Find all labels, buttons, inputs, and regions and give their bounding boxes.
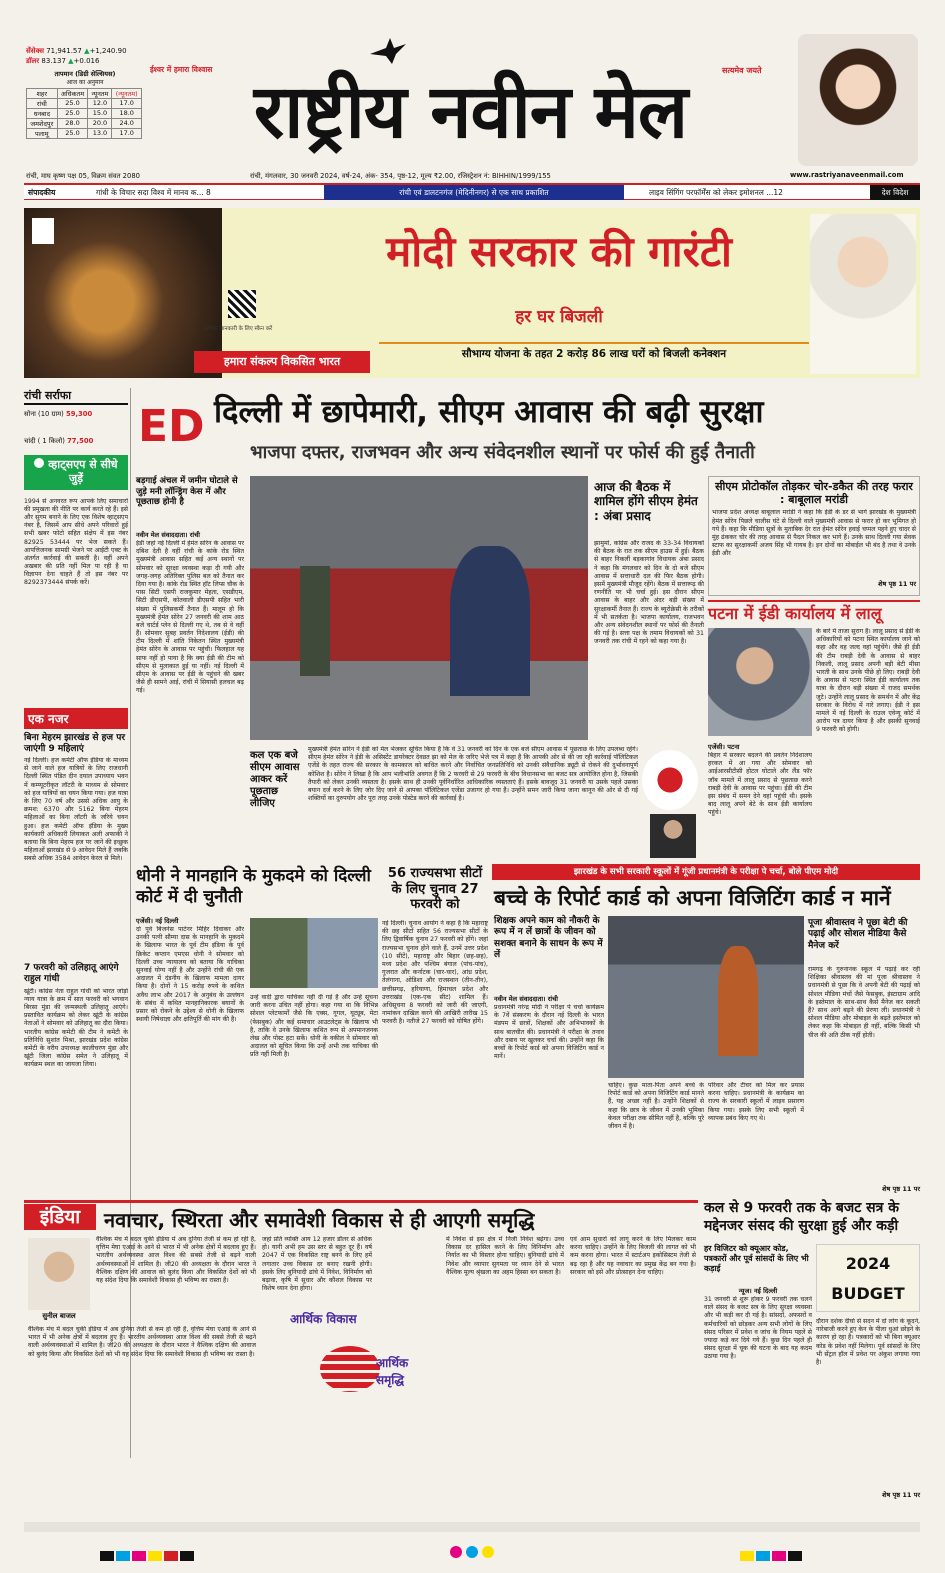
masthead-tagline-right: सत्यमेव जयते: [722, 66, 762, 75]
lead-photo[interactable]: [250, 476, 588, 740]
ad-title: मोदी सरकार की गारंटी: [386, 227, 732, 276]
hemant-photo: [650, 814, 696, 858]
weather-row: जमशेदपुर 28.0 20.0 24.0: [27, 118, 142, 128]
pm-school-headline[interactable]: बच्चे के रिपोर्ट कार्ड को अपना विजिटिंग कार्ड न मानें: [494, 886, 891, 910]
ticker-bar: [24, 183, 920, 200]
bullion-title: रांची सर्राफा: [24, 388, 128, 405]
pm-photo: [810, 214, 916, 374]
marandi-body: भाजपा प्रदेश अध्यक्ष बाबूलाल मरांडी ने कहा कि ईडी के डर से भागे झारखंड के मुख्यमंत्री हेमंत सोरेन पिछले चालीस घंटे से दिल्ली वाले मुख्यमंत्री आवास से फरार हो कर भूमिगत हो गये हैं। कहा कि मीडिया सूत्रों के मुताबिक देर रात हेमंत सोरेन हवाई चप्पल पहने हुए चादर से मुंह ढंककर चोर की तरह आवास से पैदल निकल कर भागे हैं। उनके साथ दिल्ली गया सेवक स्टाफ का सुरक्षाकर्मी अजय सिंह भी गायब है। इन दोनों का मोबाईल भी बंद है तथा वे उनके ईडी और: [712, 509, 916, 558]
budget-graphic: 2024 BUDGET: [816, 1244, 920, 1312]
lead-lower-body: मुख्यमंत्री हेमंत सोरेन ने ईडी को मेल भेजकर सूचित किया है कि वे 31 जनवरी को दिन के एक बजे सीएम आवास में पूछताछ के लिए उपलब्ध रहेंगे। सीएम हेमंत सोरेन ने ईडी के असिस्टेंट डायरेक्टर देवव्रत झा को मेल के जरिए भेजे पत्र में कहा है कि आपकी ओर से की जा रही कार्रवाई पॉलिटिकल एजेंडे के तहत राज्य की सरकार के कामकाज को बाधित करने और निर्वाचित जनप्रतिनिधि को उनकी संवैधानिक ड्यूटी से रोकने की दुर्भावनापूर्ण कोशिश है। सोरेन ने लिखा है कि आप भलीभांति अवगत हैं कि 2 फरवरी से 29 फरवरी के बीच विधानसभा का बजट सत्र आयोजित होना है, जिसकी तैयारी को लेकर उनकी व्यस्तता है। इसके साथ ही उनकी पूर्वनिर्धारित आधिकारिक व्यस्तताएं हैं। इसके बावजूद 31 जनवरी या उसके पहले उसका बयान दर्ज करने के लिए जोर दिए जाने से आपका पॉलिटिकल एजेंडा उजागर हो गया है। उन्होंने समन जारी किया जाना कानून की ओर से दी गई शक्तियों का दुरुपयोग और पूरा तरह उनके पोस्टेड करने की कार्रवाई है।: [308, 746, 638, 803]
dhoni-body1: दो पूर्व बिजनेस पार्टनर मिहिर दिवाकर और उनकी पत्नी सौम्या दास के मानहानि के मुकदमे के खिलाफ भारत के पूर्व टीम इंडिया के पूर्व क्रिकेट कप्तान एमएस धोनी ने सोमवार को दिल्ली उच्च न्यायालय को बताया कि याचिका सुनवाई योग्य नहीं है और उन्होंने रांची की एक अदालत में दंडनीय के खिलाफ मामला दायर किया है। दोनों ने 15 करोड़ रुपये के कथित अवैध लाभ और 2017 के अनुबंध के उल्लंघन के संबंध में कथित मानहानिकारक बयानों के प्रसार को रोकने के उद्देश्य से धोनी के खिलाफ स्थायी निषेधाज्ञा और क्षतिपूर्ति की मांग की है।: [136, 926, 244, 1024]
ticker-right-label[interactable]: देश विदेश: [870, 185, 920, 200]
weather-title: तापमान (डिग्री सेल्सियस): [54, 69, 116, 78]
ticker-right-text[interactable]: लाइव सिंगिंग परफॉर्मेंस को लेकर इमोशनल ...12: [649, 188, 783, 197]
lead-byline: नवीन मेल संवाददाता। रांची: [136, 531, 200, 539]
patna-body2: के बारे में ताजा सुराग हैं। लालू प्रसाद से ईडी के अधिकारियों को पटना स्थित कार्यालय जाने को कहा और वह जल्द वहां पहुंचेंगे। जैसे ही ईडी की टीम राबड़ी देवी के आवास से बाहर निकली, लालू प्रसाद अपनी बड़ी बेटी मीसा भारती के साथ उनके पीछे हो लिए। राबड़ी देवी के आवास से पटना स्थित ईडी कार्यालय तक यात्रा के दौरान बड़ी संख्या में राजद समर्थक जुटे। उन्होंने लालू प्रसाद के समर्थन में और केंद्र सरकार के विरोध में नारे लगाए। ईडी ने इस मामले में नई दिल्ली के राउज एवेन्यू कोर्ट में आरोप पत्र दायर किया है और इसकी सुनवाई 9 फरवरी को होगी।: [816, 628, 920, 734]
color-registration-bar-right: [740, 1546, 804, 1565]
dhoni-title[interactable]: धोनी ने मानहानि के मुकदमे को दिल्ली कोर्ट में दी चुनौती: [136, 866, 371, 908]
india-graphic: [290, 1310, 440, 1400]
silver-label: चांदी ( 1 किलो): [24, 437, 65, 445]
lead-headline[interactable]: दिल्ली में छापेमारी, सीएम आवास की बढ़ी सुरक्षा: [214, 394, 764, 430]
ticker-left-label[interactable]: संपादकीय: [28, 188, 56, 197]
market-and-weather-box: सेंसेक्स 71,941.57 ▲+1,240.90 डॉलर 83.137 ▲+0.016 तापमान (डिग्री सेल्सियस) आज का अनुमान शहर अधिकतम न्यूनतम (न्यूनतम) रांची 25.0 12.0 17.0 धनबाद 25.0 15.0 18.0 जमशेदपुर 28.0 20.0 24.0 पलामू 25.0 13.0 17.0: [26, 47, 144, 177]
whatsapp-body: 1994 से अनवरत रूप आपके लिए समाचारों की प्रमुखता की नीति पर कार्य करते रहे हैं। इसे और सुगम बनाने के लिए एक विशेष व्हाट्सएप नंबर है, जिसमें आप सीधे अपने परिवारों हुई सभी खबर फोटो सहित संक्षेप में इस नंबर 82925 53444 पर भेज सकते हैं। आपत्तिजनक सामग्री भेजने पर आईटी एक्ट के अंतर्गत कार्रवाई की सकती है। वहीं अपने अखबार की प्रति नहीं मिल पा रही है या विज्ञापन देना चाहते हैं तो इस नंबर पर 8292373444 संपर्क करें।: [24, 497, 128, 587]
ad-left-tag: हमारा संकल्प विकसित भारत: [194, 351, 370, 373]
whatsapp-icon: [34, 458, 44, 468]
dollar-label: डॉलर: [26, 56, 40, 65]
graphic-label-2: आर्थिक समृद्धि: [376, 1356, 409, 1387]
india-body3: में निवेश से इस क्षेत्र में निजी निवेश बढ़ेगा। उच्च विकास दर हासिल करने के लिए विनिर्माण और निर्यात का भी विस्तार होना चाहिए। बुनियादी ढांचे में निवेश और व्यापार सुगमता पर ध्यान देने से भारत वैश्विक मूल्य श्रृंखला का अहम हिस्सा बन सकता है।: [446, 1236, 564, 1276]
panchang: रांची, माघ कृष्ण पक्ष 05, विक्रम संवत 2080: [26, 172, 140, 180]
pm-school-photo: [608, 916, 804, 1078]
celebrity-photo: [798, 34, 918, 166]
ad-subtitle: हर घर बिजली: [515, 307, 603, 327]
pm-school-body2: चाहिए। कुछ माता-पिता अपने बच्चे के रिपोर्ट कार्ड को अपना विजिटिंग कार्ड मानते हैं, यह अच्छा नहीं है। उन्होंने शिक्षकों से कहा कि छात्र के जीवन में उनकी भूमिका केवल परीक्षा तक सीमित नहीं है, बल्कि पूरे जीवन में है।: [608, 1082, 704, 1130]
ed-badge: ED: [138, 401, 205, 452]
whatsapp-box[interactable]: [24, 455, 128, 490]
ed-logo-icon: [642, 750, 698, 810]
lead-body: ईडी जहां नई दिल्ली में हेमंत सोरेन के आवास पर दबिश देती है वहीं रांची के कांके रोड स्थित मुख्यमंत्री आवास सहित कई अन्य स्थानों पर सोमवार को सुरक्षा व्यवस्था कड़ा दी गयी और जगह-जगह अतिरिक्त पुलिस बल को तैनात कर दिया गया है। कांके रोड स्थित हॉट लिप्स चौक के पास सिटी एसपी राजकुमार मेहता, एसडीएम, सिटी डीएसपी, कोतवाली डीएसपी सहित भारी संख्या में पुलिसकर्मी तैनात हैं। मालूम हो कि मुख्यमंत्री हेमंत सोरेन 27 जनवरी की शाम आठ बजे चार्टर्ड प्लेन से दिल्ली गए थे, तब से वे वहीं हैं। सोमवार सुबह प्रवर्तन निदेशालय (ईडी) की टीम दिल्ली में शांति निकेतन स्थित मुख्यमंत्री हेमंत सोरेन के आवास पर पहुंची। फिलहाल यह साफ नहीं हो पाया है कि क्या ईडी की टीम को सीएम से मुलाकात हुई या नहीं। नई दिल्ली में सीएम के आवास पर ईडी के पहुंचने की खबर जैसे ही सामने आई, रांची में सियासी हलचल बढ़ गई।: [136, 540, 244, 695]
lead-side-body: झामुमो, कांग्रेस और राजद के 33-34 विधायकों की बैठक के रात तक सीएम हाउस में हुई। बैठक से बाहर निकलीं बड़कागांव विधायक अंबा प्रसाद ने कहा कि मंगलवार को दिन के दो बजे सीएम आवास में सत्ताधारी दल की फिर बैठक होगी। इसमें मुख्यमंत्री मौजूद रहेंगे। बैठक में सत्तारूढ़ की रणनीति पर भी चर्चा हुई। इस दौरान सीएम आवास के बाहर और अंदर बड़ी संख्या में सुरक्षाकर्मी तैनात हैं। राज्य के ब्यूरोक्रेसी के तरीकों में भी सतर्कता है। भाजपा कार्यालय, राजभवन और अन्य संवेदनशील स्थानों पर फोर्स की तैनाती की गई है। सत्ता पक्ष के तमाम विधायकों को 31 जनवरी तक रांची में रहने को कहा गया है।: [594, 540, 704, 646]
registration-mark-cyan: [466, 1546, 478, 1558]
silver-value: 77,500: [67, 437, 94, 445]
lead-subhead: भाजपा दफ्तर, राजभवन और अन्य संवेदनशील स्थानों पर फोर्स की हुई तैनाती: [250, 442, 755, 463]
budget-byline: न्यूज। नई दिल्ली: [738, 1287, 778, 1295]
weather-row: पलामू 25.0 13.0 17.0: [27, 128, 142, 138]
pm-school-side-body: रामगढ़ के गुरुनानक स्कूल में पढ़ाई कर रही शिक्षिका श्रीवास्तव की मां पूजा श्रीवास्तव ने प्रधानमंत्री से पूछा कि वे अपनी बेटी की पढ़ाई को सोशल मीडिया मंचों जैसे फेसबुक, इंस्टाग्राम आदि के इस्तेमाल के साथ-साथ कैसे मैनेज कर सकती हैं? साथ आगे बढ़ने की प्रेरणा ली। प्रधानमंत्री ने सोशल मीडिया और मोबाइल के बढ़ते इस्तेमाल को लेकर कहा कि मोबाइल ही नहीं, बल्कि किसी भी चीज की अति ठीक नहीं होती।: [808, 966, 920, 1039]
rajyasabha-body: नई दिल्ली। चुनाव आयोग ने कहा है कि महाराष्ट्र की छह सीटों सहित 56 राज्यसभा सीटों के लिए द्विवार्षिक चुनाव 27 फरवरी को होंगे। जहां राज्यसभा चुनाव होने वाले हैं, उनमें उत्तर प्रदेश (10 सीटें), महाराष्ट्र और बिहार (छह-छह), मध्य प्रदेश और पश्चिम बंगाल (पांच-पांच), गुजरात और कर्नाटक (चार-चार), आंध्र प्रदेश, तेलंगाना, ओडिशा और राजस्थान (तीन-तीन), छत्तीसगढ़, हरियाणा, हिमाचल प्रदेश और उत्तराखंड (एक-एक सीट) शामिल हैं। अधिसूचना 8 फरवरी को जारी की जाएगी, नामांकन दाखिल करने की आखिरी तारीख 15 फरवरी है। नतीजे 27 फरवरी को घोषित होंगे।: [382, 920, 488, 1026]
gold-label: सोना (10 ग्राम): [24, 410, 64, 418]
sensex-value: 71,941.57: [46, 47, 82, 55]
weather-subtitle: आज का अनुमान: [66, 78, 104, 86]
sidebar-story1-title: बिना मेहरम झारखंड से हज पर जाएंगी 9 महिलाएं: [24, 732, 126, 754]
weather-header: अधिकतम: [57, 88, 88, 98]
budget-kicker: हर विजिटर को क्यूआर कोड, पत्रकारों और पूर्व सांसदों के लिए भी कड़ाई: [704, 1244, 809, 1273]
graphic-label-1: आर्थिक विकास: [290, 1312, 357, 1326]
dhoni-photo: [250, 918, 378, 988]
sensex-change: +1,240.90: [89, 47, 127, 55]
budget-body: 31 जनवरी से शुरू होकर 9 फरवरी तक चलने वाले संसद के बजट सत्र के लिए सुरक्षा व्यवस्था और भी कड़ी कर दी गई है। सांसदों, अफसरों व कर्मचारियों को छोड़कर अन्य सभी लोगों के लिए संसद परिसर में प्रवेश व जांच के नियम पहले से ज्यादा कड़े कर दिये गये हैं। कुछ दिन पहले ही संसद सुरक्षा में चूक की घटना के बाद यह कदम उठाया गया है।: [704, 1296, 812, 1361]
patna-body1: बिहार में सरकार बदलने की प्रवर्तन निदेशालय हरकत में आ गया और सोमवार को आईआरसीटीसी होटल घोटाले और लैंड फॉर जॉब मामले में लालू प्रसाद से पूछताछ करने राबड़ी देवी के आवास पर पहुंचा। ईडी की टीम इस संबंध में समन देने वहां पहुंची थी। इसके बाद लालू अपने बेटे के साथ ईडी कार्यालय पहुंचे।: [708, 752, 812, 817]
pm-school-more[interactable]: शेष पृष्ठ 11 पर: [882, 1185, 920, 1193]
patna-title[interactable]: पटना में ईडी कार्यालय में लालू: [708, 600, 920, 624]
patna-byline: एजेंसी। पटना: [708, 743, 740, 751]
footer-bar: [24, 1522, 920, 1532]
budget-body2: दौरान दर्शक दीर्घा से सदन में दो लोग के कूदने, नारेबाजी करने हुए केन के पीला धुआं छोड़ने के कारण हो रहा है। पत्रकारों को भी बिना क्यूआर कोड के प्रवेश नहीं मिलेगा। पूर्व सांसदों के लिए भी सेंट्रल हॉल में प्रवेश पर अंकुश लगाया गया है।: [816, 1318, 920, 1366]
pm-school-body3: परिवार और टीचर को मिल कर प्रयास करना चाहिए। प्रधानमंत्री के कार्यक्रम का राज्य के सरकारी स्कूलों में लाइव प्रसारण किया गया। इसके लिए सभी स्कूलों में व्यापक प्रबंध किए गए थे।: [708, 1082, 804, 1122]
sidebar-story2-title: 7 फरवरी को उलिहातू आएंगे राहुल गांधी: [24, 963, 119, 985]
ad-caption: सौभाग्य योजना के तहत 2 करोड़ 86 लाख घरों को बिजली कनेक्शन: [379, 342, 809, 361]
masthead-title: राष्ट्रीय नवीन मेल: [253, 69, 688, 155]
qr-code-icon[interactable]: [228, 290, 256, 318]
weather-header: (न्यूनतम): [112, 88, 142, 98]
lead-side-title[interactable]: आज की बैठक में शामिल होंगे सीएम हेमंत : अंबा प्रसाद: [594, 480, 698, 523]
india-body4: एवं आम सुधारों को लागू करने के लिए मिलकर काम करना चाहिए। उन्होंने के लिए बिजली की लागत को भी कम करना होगा। भारत में स्टार्टअप इकोसिस्टम तेजी से बढ़ रहा है और यह नवाचार का प्रमुख केंद्र बन गया है। सरकार को इसे और प्रोत्साहन देना चाहिए।: [570, 1236, 696, 1276]
dhoni-body2: उन्हें वादी द्वारा याचिका नहीं दी गई है और उन्हें सूचना जारी करना उचित नहीं होगा। कहा गया था कि विभिन्न सोशल प्लेटफार्मों जैसे कि एक्स, गूगल, यूट्यूब, मेटा (फेसबुक) और कई समाचार आउटलेट्स के खिलाफ भी है, ताकि वे उनके खिलाफ कथित रूप से अपमानजनक लेख और पोस्ट हटा सकें। धोनी के वकील ने सोमवार को अदालत को सूचित किया कि उन्हें अभी तक याचिका की प्रति नहीं मिली है।: [250, 994, 378, 1059]
budget-more[interactable]: शेष पृष्ठ 11 पर: [882, 1491, 920, 1499]
ticker-center-text: रांची एवं डालटनगंज (मेदिनीनगर) से एक साथ प्रकाशित: [324, 185, 624, 200]
budget-title[interactable]: कल से 9 फरवरी तक के बजट सत्र के मद्देनजर संसद की सुरक्षा हुई और कड़ी: [704, 1200, 899, 1234]
marandi-title[interactable]: सीएम प्रोटोकॉल तोड़कर चोर-डकैत की तरह फरार : बाबूलाल मरांडी: [715, 480, 913, 507]
ticker-left-text[interactable]: गांधी के विचार सदा विश्व में मानव क... 8: [96, 188, 211, 197]
lead-kicker: बड़गाई अंचल में जमीन घोटाले से जुड़े मनी लॉन्ड्रिंग केस में और पूछताछ होनी है: [136, 476, 238, 508]
sidebar-story2-body: खूंटी। कांग्रेस नेता राहुल गांधी को भारत जोड़ो न्याय यात्रा के क्रम में सात फरवरी को भगवान बिरसा मुंडा की जन्मस्थली उलिहातू आएंगे। प्रस्तावित कार्यक्रम को लेकर खूंटी के कांग्रेस नेताओं ने सोमवार को उलिहातू का दौरा किया। भारतीय कांग्रेस कमेटी की टीम ने कमेटी के प्रतिनिधि सुशांत मिश्रा, झारखंड प्रदेश कांग्रेस कमेटी के वरीय उपाध्यक्ष कालीचरण मुंडा और खूंटी जिला कांग्रेस समेत ने उलिहातू में कार्यक्रम स्थल का जायजा लिया।: [24, 987, 128, 1069]
lalu-photo: [708, 628, 812, 736]
dateline: रांची, मंगलवार, 30 जनवरी 2024, वर्ष-24, अंक- 354, पृष्ठ-12, मूल्य ₹2.00, रजिस्ट्रेशन नं: BIHHIN/1999/155: [250, 172, 551, 180]
coins-icon: [320, 1346, 380, 1392]
gold-value: 59,300: [66, 410, 93, 418]
website: www.rastriyanaveenmail.com: [790, 171, 904, 179]
india-label: इंडिया: [24, 1204, 96, 1230]
masthead-tagline-left: ईश्वर में हमारा विश्वास: [150, 65, 213, 74]
weather-table: [26, 88, 142, 139]
registration-mark-yellow: [482, 1546, 494, 1558]
lead-caption: कल एक बजे सीएम आवास आकर करें पूछताछ लीजिए: [250, 750, 300, 809]
weather-header: न्यूनतम: [88, 88, 112, 98]
person-figure: [300, 566, 330, 676]
pm-school-kicker: शिक्षक अपने काम को नौकरी के रूप में न लें छात्रों के जीवन को सशक्त बनाने के साधन के रूप में लें: [494, 916, 603, 960]
author-photo: [28, 1238, 90, 1310]
sensex-label: सेंसेक्स: [26, 47, 44, 55]
color-registration-bar: [100, 1546, 196, 1565]
rajyasabha-title[interactable]: 56 राज्यसभा सीटों के लिए चुनाव 27 फरवरी को: [387, 866, 483, 913]
india-body1-top: वैश्विक मंच में बदल चुकी इंडिया में अब दुनिया तेजी से कम हो रही है, वृत्तिम मेघा एआई के आने से भारत में भी अनेक क्षेत्रों में बदलाव हुए हैं। भारतीय अर्थव्यवस्था आज विश्व की सबसे तेजी से बढ़ने वाली अर्थव्यवस्थाओं में शामिल है। जी20 की अध्यक्षता के दौरान भारत ने वैश्विक दक्षिण की आवाज को बुलंद किया और विकसित देशों को भी यह संदेश दिया कि समावेशी विकास ही भविष्य का रास्ता है।: [96, 1236, 256, 1284]
author-name: सुनील बाजल: [42, 1312, 76, 1320]
india-body1: वैश्विक मंच में बदल चुकी इंडिया में अब दुनिया तेजी से कम हो रही है, वृत्तिम मेघा एआई के आने से भारत में भी अनेक क्षेत्रों में बदलाव हुए हैं। भारतीय अर्थव्यवस्था आज विश्व की सबसे तेजी से बढ़ने वाली अर्थव्यवस्थाओं में शामिल है। जी20 की अध्यक्षता के दौरान भारत ने वैश्विक दक्षिण की आवाज को बुलंद किया और विकसित देशों को भी यह संदेश दिया कि समावेशी विकास ही भविष्य का रास्ता है।: [28, 1326, 256, 1358]
weather-row: धनबाद 25.0 15.0 18.0: [27, 108, 142, 118]
india-headline[interactable]: नवाचार, स्थिरता और समावेशी विकास से ही आएगी समृद्धि: [104, 1208, 535, 1232]
ad-banner[interactable]: [24, 208, 920, 378]
weather-row: रांची 25.0 12.0 17.0: [27, 98, 142, 108]
pm-school-banner: झारखंड के सभी सरकारी स्कूलों में गूंजी प्रधानमंत्री के परीक्षा पे चर्चा, बोले पीएम मोदी: [492, 864, 920, 880]
india-body2: जहां प्रति व्यक्ति आय 12 हजार डॉलर से अधिक हो। यानी अभी हम उस स्तर से बहुत दूर हैं। वर्ष 2047 में एक विकसित राष्ट्र बनने के लिए हमें लगातार उच्च विकास दर बनाए रखनी होगी। इसके लिए बुनियादी ढांचे में निवेश, विनिर्माण को बढ़ावा, कृषि में सुधार और कौशल विकास पर विशेष ध्यान देना होगा।: [262, 1236, 372, 1293]
sidebar-story1-body: नई दिल्ली। हज कमेटी ऑफ इंडिया के माध्यम से जाने वाले हज यात्रियों के लिए राजधानी दिल्ली स्थित पंडित दीन दयाल उपाध्याय भवन में कम्प्यूटरीकृत लॉटरी के माध्यम से सोमवार को हज यात्रियों का चयन किया गया। हज यात्रा के लिए 70 वर्ष और उससे अधिक आयु के क्रमश: 6370 और 5162 बिना मेहरम महिलाओं का बिना लॉटरी के जरिये चयन हुआ। हज कमेटी ऑफ इंडिया के मुख्य कार्यकारी अधिकारी लियाकत अली अफाकी ने बताया कि बिना मेहरम हज पर जाने की इच्छुक महिलाओं झारखंड से 9 आवेदन मिले हैं जबकि सबसे अधिक 3584 आवेदन केरल से मिले।: [24, 757, 128, 863]
marandi-box: [708, 476, 920, 596]
whatsapp-title: व्हाट्सएप से सीधे जुड़ें: [48, 458, 118, 486]
emblem-icon: [32, 218, 54, 244]
security-personnel-figure: [450, 546, 530, 696]
dhoni-byline: एजेंसी। नई दिल्ली: [136, 917, 179, 925]
registration-mark-magenta: [450, 1546, 462, 1558]
marandi-more[interactable]: शेष पृष्ठ 11 पर: [878, 580, 916, 589]
ek-nazar-label: एक नजर: [24, 708, 128, 729]
weather-header: शहर: [27, 88, 58, 98]
pm-school-byline: नवीन मेल संवाददाता। रांची: [494, 995, 558, 1003]
pm-figure: [718, 946, 758, 1056]
dollar-change: +0.016: [73, 56, 100, 65]
dollar-value: 83.137: [41, 56, 66, 65]
qr-note: अधिक जानकारी के लिए स्कैन करें: [204, 326, 273, 332]
pm-school-side-title[interactable]: पूजा श्रीवास्तव ने पूछा बेटी की पढ़ाई और सोशल मीडिया कैसे मैनेज करें: [808, 918, 908, 951]
pm-school-body1: प्रधानमंत्री नरेन्द्र मोदी ने परीक्षा पे चर्चा कार्यक्रम के 7वें संस्करण के दौरान नई दिल्ली के भारत मंडपम में छात्रों, शिक्षकों और अभिभावकों के साथ बातचीत की। प्रधानमंत्री ने परीक्षा के तनाव और दबाव पर खुलकर चर्चा की। उन्होंने कहा कि बच्चों के रिपोर्ट कार्ड को अपना विजिटिंग कार्ड न मानें।: [494, 1004, 604, 1061]
